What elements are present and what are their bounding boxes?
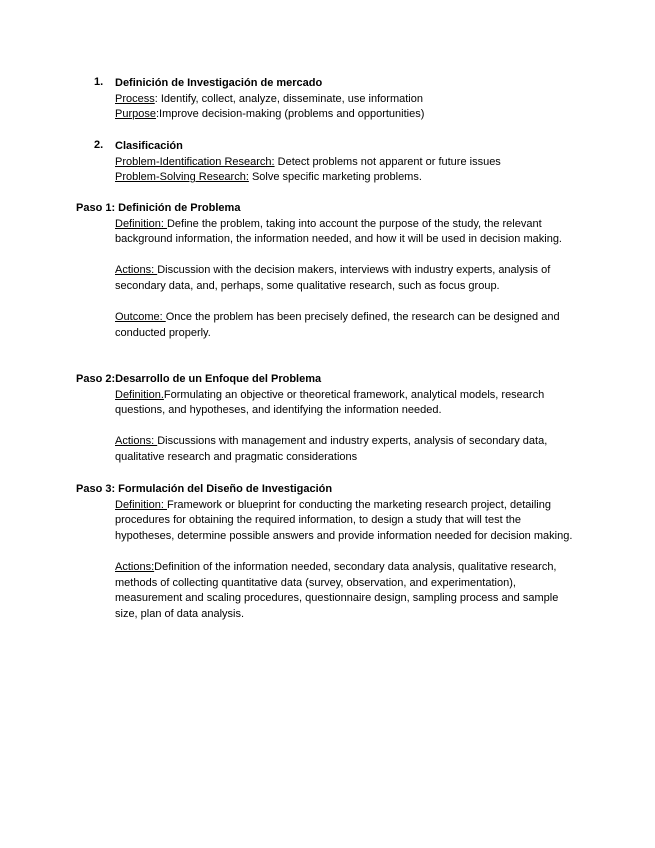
paragraph-label: Definition: [115,217,167,230]
step-3-section [76,482,596,622]
step-title: Paso 2:Desarrollo de un Enfoque del Problema [76,373,322,385]
item-title: Clasificación [115,140,183,152]
item-title: Definición de Investigación de mercado [115,77,323,89]
item-row [115,170,594,186]
step-paragraph [115,310,580,341]
paragraph-label: Definition. [115,388,164,401]
step-title: Paso 1: Definición de Problema [76,202,241,214]
paragraph-text: Once the problem has been precisely defined, the research can be designed and conducted properly. [115,311,560,339]
row-separator: : [154,92,158,105]
step-2-section [76,372,596,466]
step-title: Paso 3: Formulación del Diseño de Investigación [76,483,333,495]
paragraph-label: Outcome: [115,311,166,324]
row-label: Purpose [115,108,156,121]
step-paragraph [115,263,580,294]
list-number: 2. [94,139,104,151]
list-number: 1. [94,76,104,88]
step-paragraph [115,498,580,545]
paragraph-label: Actions: [115,560,155,573]
item-row [115,107,594,123]
row-text: Identify, collect, analyze, disseminate, use information [157,92,423,105]
paragraph-text: Define the problem, taking into account the purpose of the study, the relevant background information, the information needed, and how it will be used in decision making. [115,217,562,246]
row-label: Process [115,92,155,105]
step-paragraph [115,560,580,622]
paragraph-text: Discussion with the decision makers, interviews with industry experts, analysis of secondary data, and, perhaps, some qualitative research, such as focus group. [115,264,551,292]
step-1-section [76,201,596,341]
paragraph-text: Definition of the information needed, secondary data analysis, qualitative research, methods of collecting quantitative data (survey, observation, and experimentation), measurement and scaling procedures, questionnaire design, sampling process and sample size, plan of data analysis. [115,560,559,620]
paragraph-text: Framework or blueprint for conducting the marketing research project, detailing procedures for obtaining the required information, to design a study that will test the hypotheses, determine possible answers and provide information needed for decision making. [115,498,573,542]
paragraph-label: Actions: [115,264,158,277]
item-row [115,92,594,108]
paragraph-text: Formulating an objective or theoretical framework, analytical models, research questions, and hypotheses, and identifying the information needed. [115,388,545,417]
row-text: Solve specific marketing problems. [248,171,422,184]
paragraph-label: Definition: [115,498,167,511]
paragraph-label: Actions: [115,435,158,448]
paragraph-text: Discussions with management and industry experts, analysis of secondary data, qualitative research and pragmatic considerations [115,435,548,463]
item-row [115,155,594,171]
row-separator: : [155,108,160,121]
step-paragraph [115,434,580,465]
row-label: Problem-Identification Research: [115,155,275,168]
row-label: Problem-Solving Research: [115,171,249,184]
row-text: Improve decision-making (problems and opportunities) [159,108,425,121]
step-paragraph [115,217,580,248]
list-item-2 [94,139,594,186]
list-item-1 [94,76,594,123]
row-text: Detect problems not apparent or future issues [274,155,501,168]
step-paragraph [115,388,580,419]
